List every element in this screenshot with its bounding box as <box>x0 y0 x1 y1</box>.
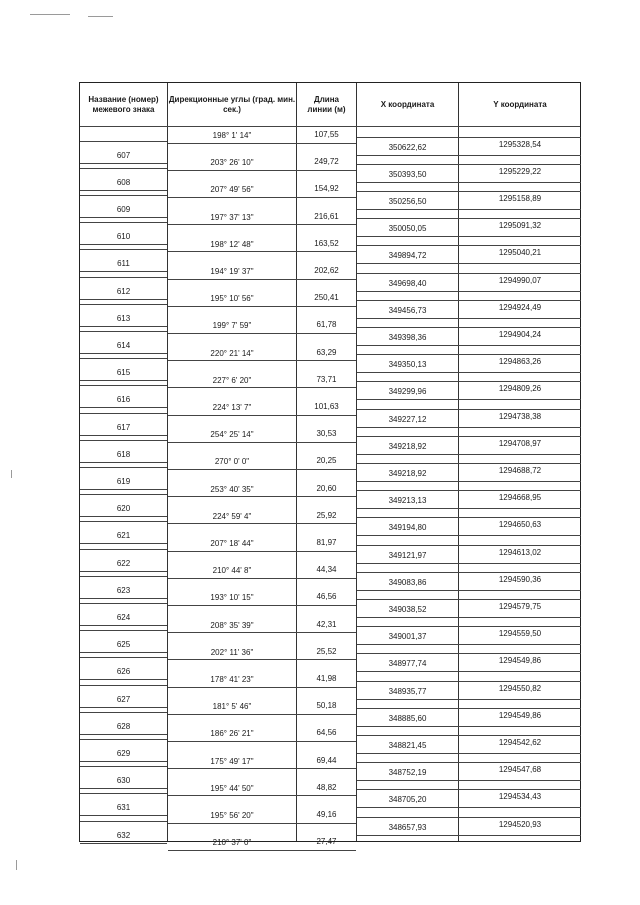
point-name-cell: 609 <box>116 205 131 214</box>
point-row-rule-name <box>80 331 167 332</box>
segment-row-rule <box>168 578 356 579</box>
x-coordinate-cell: 349038,52 <box>388 605 427 614</box>
direction-angle-cell: 207° 18' 44" <box>210 539 254 548</box>
point-row-rule-name <box>80 576 167 577</box>
y-coordinate-cell: 1294809,26 <box>498 384 542 394</box>
line-length-cell: 30,53 <box>316 429 337 439</box>
point-row-rule-name-lower <box>80 353 167 354</box>
direction-angle-cell: 254° 25' 14" <box>210 430 254 440</box>
point-row-rule-xy-lower <box>357 372 581 373</box>
point-row-rule-xy <box>357 273 581 274</box>
point-row-rule-xy <box>357 490 581 491</box>
y-coordinate-cell: 1294708,97 <box>498 438 542 448</box>
point-row-rule-xy <box>357 735 581 736</box>
direction-angle-cell: 199° 7' 59" <box>212 321 252 331</box>
header-line-length: Длина линии (м) <box>307 95 346 114</box>
line-length-cell: 44,34 <box>316 565 337 575</box>
point-row-rule-xy <box>357 164 581 165</box>
point-name-cell: 617 <box>116 422 131 432</box>
point-row-rule-xy-lower <box>357 699 581 700</box>
line-length-cell: 25,92 <box>316 510 337 520</box>
point-row-rule-xy-lower <box>357 644 581 645</box>
coordinates-table <box>79 82 581 848</box>
x-coordinate-cell: 349698,40 <box>388 278 427 288</box>
x-coordinate-cell: 350393,50 <box>388 169 427 179</box>
segment-row-rule <box>168 795 356 796</box>
x-coordinate-cell: 349218,92 <box>388 441 427 451</box>
point-name-cell: 608 <box>116 177 131 187</box>
point-row-rule-name-lower <box>80 299 167 300</box>
y-coordinate-cell: 1295158,89 <box>498 194 542 203</box>
point-row-rule-xy-lower <box>357 427 581 428</box>
x-coordinate-cell: 349350,13 <box>388 360 427 370</box>
y-coordinate-cell: 1295040,21 <box>498 248 542 258</box>
point-row-rule-name <box>80 277 167 278</box>
header-direction-angle: Дирекционные углы (град. мин. сек.) <box>168 95 296 114</box>
point-row-rule-name-lower <box>80 407 167 408</box>
point-row-rule-name <box>80 467 167 468</box>
x-coordinate-cell: 349456,73 <box>388 305 427 315</box>
x-coordinate-cell: 349213,13 <box>388 496 427 506</box>
point-row-rule-name-lower <box>80 815 167 816</box>
point-row-rule-xy <box>357 817 581 818</box>
y-coordinate-cell: 1294863,26 <box>498 357 542 367</box>
segment-row-rule <box>168 387 356 388</box>
line-length-cell: 42,31 <box>316 619 337 629</box>
point-row-rule-name <box>80 821 167 822</box>
point-name-cell: 616 <box>116 395 131 405</box>
x-coordinate-cell: 348705,20 <box>388 795 427 805</box>
segment-row-rule <box>168 741 356 742</box>
point-row-rule-xy <box>357 137 581 138</box>
point-name-cell: 626 <box>116 667 131 677</box>
segment-row-rule <box>168 251 356 252</box>
point-row-rule-xy <box>357 300 581 301</box>
x-coordinate-cell: 350622,62 <box>388 142 427 152</box>
segment-row-rule <box>168 224 356 225</box>
y-coordinate-cell: 1294547,68 <box>498 765 542 775</box>
direction-angle-cell: 193° 10' 15" <box>210 593 254 603</box>
y-coordinate-cell: 1294613,02 <box>498 547 542 557</box>
point-row-rule-name <box>80 603 167 604</box>
point-row-rule-name <box>80 793 167 794</box>
point-name-cell: 611 <box>117 259 130 269</box>
y-coordinate-cell: 1294688,72 <box>498 466 542 475</box>
y-coordinate-cell: 1294559,50 <box>498 629 542 639</box>
segment-row-rule <box>168 415 356 416</box>
x-coordinate-cell: 349398,36 <box>388 333 427 342</box>
header-y-coordinate: Y координата <box>493 100 547 109</box>
point-row-rule-xy-lower <box>357 508 581 509</box>
point-row-rule-name-lower <box>80 516 167 517</box>
x-coordinate-cell: 348657,93 <box>388 822 427 832</box>
x-coordinate-cell: 349001,37 <box>388 632 427 642</box>
point-row-rule-xy <box>357 436 581 437</box>
point-row-rule-xy <box>357 708 581 709</box>
point-row-rule-xy-lower <box>357 780 581 781</box>
direction-angle-cell: 210° 37' 0" <box>212 838 252 848</box>
scan-noise-top <box>30 14 70 15</box>
segment-row-rule <box>168 687 356 688</box>
scan-noise-top-2 <box>88 16 113 17</box>
point-row-rule-xy <box>357 762 581 763</box>
point-row-rule-name-lower <box>80 217 167 218</box>
y-coordinate-cell: 1295328,54 <box>498 139 542 149</box>
point-name-cell: 627 <box>116 694 131 704</box>
y-coordinate-cell: 1294520,93 <box>498 819 542 829</box>
line-length-cell: 73,71 <box>316 374 337 384</box>
point-row-rule-xy-lower <box>357 263 581 264</box>
point-row-rule-xy-lower <box>357 590 581 591</box>
line-length-cell: 50,18 <box>316 701 337 711</box>
line-length-cell: 154,92 <box>314 184 339 194</box>
point-row-rule-name-lower <box>80 163 167 164</box>
point-row-rule-xy-lower <box>357 481 581 482</box>
point-row-rule-xy-lower <box>357 535 581 536</box>
point-row-rule-name-lower <box>80 543 167 544</box>
scan-noise-left-2 <box>16 860 17 870</box>
direction-angle-cell: 203° 26' 10" <box>210 158 254 168</box>
y-coordinate-cell: 1294550,82 <box>498 683 542 693</box>
point-row-rule-name <box>80 304 167 305</box>
segment-row-rule <box>168 469 356 470</box>
segment-row-rule <box>168 306 356 307</box>
point-row-rule-name <box>80 657 167 658</box>
point-row-rule-name <box>80 141 167 142</box>
segment-row-rule <box>168 360 356 361</box>
direction-angle-cell: 227° 6' 20" <box>212 375 252 385</box>
point-row-rule-xy-lower <box>357 291 581 292</box>
direction-angle-cell: 253° 40' 35" <box>210 484 254 494</box>
segment-row-rule <box>168 768 356 769</box>
line-length-cell: 20,25 <box>316 456 337 466</box>
point-name-cell: 630 <box>116 776 131 786</box>
point-row-rule-name <box>80 739 167 740</box>
y-coordinate-cell: 1294738,38 <box>498 411 542 421</box>
direction-angle-cell: 195° 56' 20" <box>210 811 254 820</box>
direction-angle-cell: 210° 44' 8" <box>212 566 252 576</box>
point-row-rule-name <box>80 385 167 386</box>
segment-row-rule <box>168 143 356 144</box>
point-name-cell: 624 <box>116 613 131 622</box>
point-row-rule-xy-lower <box>357 209 581 210</box>
x-coordinate-cell: 348885,60 <box>388 713 427 723</box>
point-row-rule-xy <box>357 572 581 573</box>
line-length-cell: 25,52 <box>316 646 337 656</box>
point-row-rule-xy-lower <box>357 726 581 727</box>
point-row-rule-xy <box>357 517 581 518</box>
point-row-rule-name-lower <box>80 271 167 272</box>
point-row-rule-name-lower <box>80 489 167 490</box>
segment-row-rule <box>168 170 356 171</box>
point-name-cell: 610 <box>116 232 131 242</box>
point-row-rule-xy <box>357 354 581 355</box>
point-row-rule-name <box>80 413 167 414</box>
point-row-rule-xy <box>357 327 581 328</box>
direction-angle-cell: 175° 49' 17" <box>210 756 254 766</box>
direction-angle-cell: 194° 19' 37" <box>210 267 254 276</box>
point-row-rule-name-lower <box>80 652 167 653</box>
point-row-rule-name-lower <box>80 571 167 572</box>
point-row-rule-name <box>80 549 167 550</box>
point-row-rule-xy-lower <box>357 345 581 346</box>
point-row-rule-xy <box>357 463 581 464</box>
x-coordinate-cell: 349083,86 <box>388 577 427 587</box>
y-coordinate-cell: 1294924,49 <box>498 302 542 312</box>
x-coordinate-cell: 350256,50 <box>388 197 427 206</box>
point-row-rule-xy-lower <box>357 155 581 156</box>
point-row-rule-xy <box>357 626 581 627</box>
point-row-rule-xy <box>357 381 581 382</box>
point-row-rule-name-lower <box>80 598 167 599</box>
point-row-rule-xy-lower <box>357 835 581 836</box>
x-coordinate-cell: 349299,96 <box>388 387 427 397</box>
point-row-rule-xy <box>357 409 581 410</box>
point-row-rule-name-lower <box>80 788 167 789</box>
direction-angle-cell: 197° 37' 13" <box>210 212 254 222</box>
point-row-rule-xy-lower <box>357 399 581 400</box>
segment-row-rule <box>168 551 356 552</box>
direction-angle-cell: 195° 10' 56" <box>210 294 254 304</box>
point-row-rule-name-lower <box>80 734 167 735</box>
direction-angle-cell: 181° 5' 46" <box>212 702 252 712</box>
y-coordinate-cell: 1294549,86 <box>498 656 542 666</box>
segment-row-rule <box>168 850 356 851</box>
x-coordinate-cell: 348821,45 <box>388 741 427 750</box>
y-coordinate-cell: 1295229,22 <box>498 166 542 176</box>
line-length-cell: 48,82 <box>316 782 337 792</box>
direction-angle-cell: 178° 41' 23" <box>210 675 254 684</box>
point-row-rule-xy-lower <box>357 563 581 564</box>
line-length-cell: 46,56 <box>316 592 337 602</box>
x-coordinate-cell: 349227,12 <box>388 414 427 424</box>
point-row-rule-xy <box>357 653 581 654</box>
y-coordinate-cell: 1294990,07 <box>498 275 542 285</box>
line-length-cell: 101,63 <box>314 402 339 411</box>
line-length-cell: 216,61 <box>314 211 339 221</box>
point-row-rule-name-lower <box>80 679 167 680</box>
point-row-rule-xy-lower <box>357 236 581 237</box>
point-row-rule-xy-lower <box>357 454 581 455</box>
point-row-rule-name <box>80 630 167 631</box>
x-coordinate-cell: 349894,72 <box>388 251 427 261</box>
line-length-cell: 250,41 <box>314 293 339 303</box>
point-row-rule-xy-lower <box>357 807 581 808</box>
point-row-rule-name-lower <box>80 843 167 844</box>
point-row-rule-xy-lower <box>357 753 581 754</box>
point-row-rule-xy <box>357 191 581 192</box>
point-row-rule-name-lower <box>80 244 167 245</box>
point-name-cell: 614 <box>116 341 131 350</box>
x-coordinate-cell: 348935,77 <box>388 686 427 696</box>
line-length-cell: 64,56 <box>316 728 337 738</box>
direction-angle-cell: 224° 59' 4" <box>212 511 252 521</box>
direction-angle-cell: 195° 44' 50" <box>210 783 254 793</box>
point-name-cell: 622 <box>116 558 131 568</box>
direction-angle-cell: 198° 12' 48" <box>210 239 254 249</box>
point-name-cell: 631 <box>116 803 131 813</box>
line-length-cell: 202,62 <box>314 266 339 275</box>
point-name-cell: 623 <box>116 585 131 595</box>
header-point-name: Название (номер) межевого знака <box>88 95 159 114</box>
direction-angle-cell: 186° 26' 21" <box>210 729 254 739</box>
direction-angle-cell: 224° 13' 7" <box>212 403 252 412</box>
point-row-rule-name <box>80 222 167 223</box>
point-name-cell: 615 <box>116 368 131 378</box>
segment-row-rule <box>168 523 356 524</box>
segment-row-rule <box>168 605 356 606</box>
y-coordinate-cell: 1294590,36 <box>498 574 542 584</box>
header-x-coordinate: X координата <box>380 100 435 109</box>
segment-row-rule <box>168 823 356 824</box>
point-row-rule-xy <box>357 681 581 682</box>
point-name-cell: 632 <box>116 830 131 840</box>
point-row-rule-xy-lower <box>357 671 581 672</box>
point-row-rule-name <box>80 521 167 522</box>
x-coordinate-cell: 348752,19 <box>388 768 427 778</box>
point-row-rule-xy-lower <box>357 182 581 183</box>
direction-angle-cell: 207° 49' 56" <box>210 185 254 195</box>
y-coordinate-cell: 1294668,95 <box>498 493 542 503</box>
point-name-cell: 625 <box>116 640 131 650</box>
direction-angle-cell: 202° 11' 36" <box>210 647 254 657</box>
point-name-cell: 607 <box>116 150 131 160</box>
point-row-rule-name-lower <box>80 462 167 463</box>
header-bottom-rule <box>80 126 580 127</box>
line-length-cell: 163,52 <box>314 238 339 248</box>
point-row-rule-name <box>80 195 167 196</box>
segment-row-rule <box>168 279 356 280</box>
y-coordinate-cell: 1294534,43 <box>498 792 542 802</box>
point-name-cell: 613 <box>116 313 131 323</box>
point-row-rule-name <box>80 168 167 169</box>
y-coordinate-cell: 1294650,63 <box>498 520 542 530</box>
y-coordinate-cell: 1294904,24 <box>498 330 542 339</box>
line-length-cell: 20,60 <box>316 483 337 493</box>
line-length-cell: 63,29 <box>316 347 337 357</box>
y-coordinate-cell: 1294542,62 <box>498 738 542 747</box>
line-length-cell: 49,16 <box>316 810 337 819</box>
segment-row-rule <box>168 659 356 660</box>
point-row-rule-xy-lower <box>357 318 581 319</box>
point-name-cell: 620 <box>116 504 131 514</box>
line-length-cell: 61,78 <box>316 320 337 330</box>
point-row-rule-name <box>80 494 167 495</box>
point-name-cell: 629 <box>116 749 131 758</box>
x-coordinate-cell: 348977,74 <box>388 659 427 669</box>
point-row-rule-name-lower <box>80 707 167 708</box>
point-row-rule-name-lower <box>80 380 167 381</box>
point-name-cell: 612 <box>116 286 131 296</box>
point-row-rule-xy <box>357 218 581 219</box>
point-row-rule-name <box>80 358 167 359</box>
direction-angle-cell: 198° 1' 14" <box>212 131 252 140</box>
segment-row-rule <box>168 714 356 715</box>
segment-row-rule <box>168 442 356 443</box>
point-row-rule-xy <box>357 599 581 600</box>
direction-angle-cell: 270° 0' 0" <box>214 457 250 467</box>
point-row-rule-name <box>80 766 167 767</box>
line-length-cell: 107,55 <box>314 130 339 139</box>
point-row-rule-xy-lower <box>357 617 581 618</box>
scan-noise-left <box>11 470 12 478</box>
line-length-cell: 81,97 <box>316 538 337 547</box>
segment-row-rule <box>168 197 356 198</box>
y-coordinate-cell: 1295091,32 <box>498 221 542 231</box>
point-row-rule-xy <box>357 245 581 246</box>
segment-row-rule <box>168 632 356 633</box>
x-coordinate-cell: 349121,97 <box>388 550 427 560</box>
point-row-rule-xy <box>357 545 581 546</box>
segment-row-rule <box>168 333 356 334</box>
direction-angle-cell: 220° 21' 14" <box>210 348 254 358</box>
point-row-rule-name <box>80 712 167 713</box>
point-row-rule-name <box>80 440 167 441</box>
y-coordinate-cell: 1294549,86 <box>498 710 542 720</box>
point-row-rule-name-lower <box>80 326 167 327</box>
point-row-rule-name <box>80 249 167 250</box>
point-name-cell: 618 <box>116 449 131 459</box>
point-row-rule-name-lower <box>80 435 167 436</box>
line-length-cell: 41,98 <box>316 674 337 683</box>
point-row-rule-name <box>80 685 167 686</box>
point-name-cell: 621 <box>116 531 131 541</box>
point-row-rule-name-lower <box>80 761 167 762</box>
point-row-rule-name-lower <box>80 625 167 626</box>
line-length-cell: 249,72 <box>314 157 339 167</box>
line-length-cell: 27,47 <box>316 837 337 847</box>
segment-row-rule <box>168 496 356 497</box>
y-coordinate-cell: 1294579,75 <box>498 602 542 611</box>
point-row-rule-name-lower <box>80 190 167 191</box>
direction-angle-cell: 208° 35' 39" <box>210 620 254 630</box>
x-coordinate-cell: 349194,80 <box>388 523 427 533</box>
x-coordinate-cell: 349218,92 <box>388 469 427 478</box>
line-length-cell: 69,44 <box>316 755 337 765</box>
point-name-cell: 619 <box>116 477 131 486</box>
point-name-cell: 628 <box>116 721 131 731</box>
point-row-rule-xy <box>357 789 581 790</box>
x-coordinate-cell: 350050,05 <box>388 224 427 234</box>
